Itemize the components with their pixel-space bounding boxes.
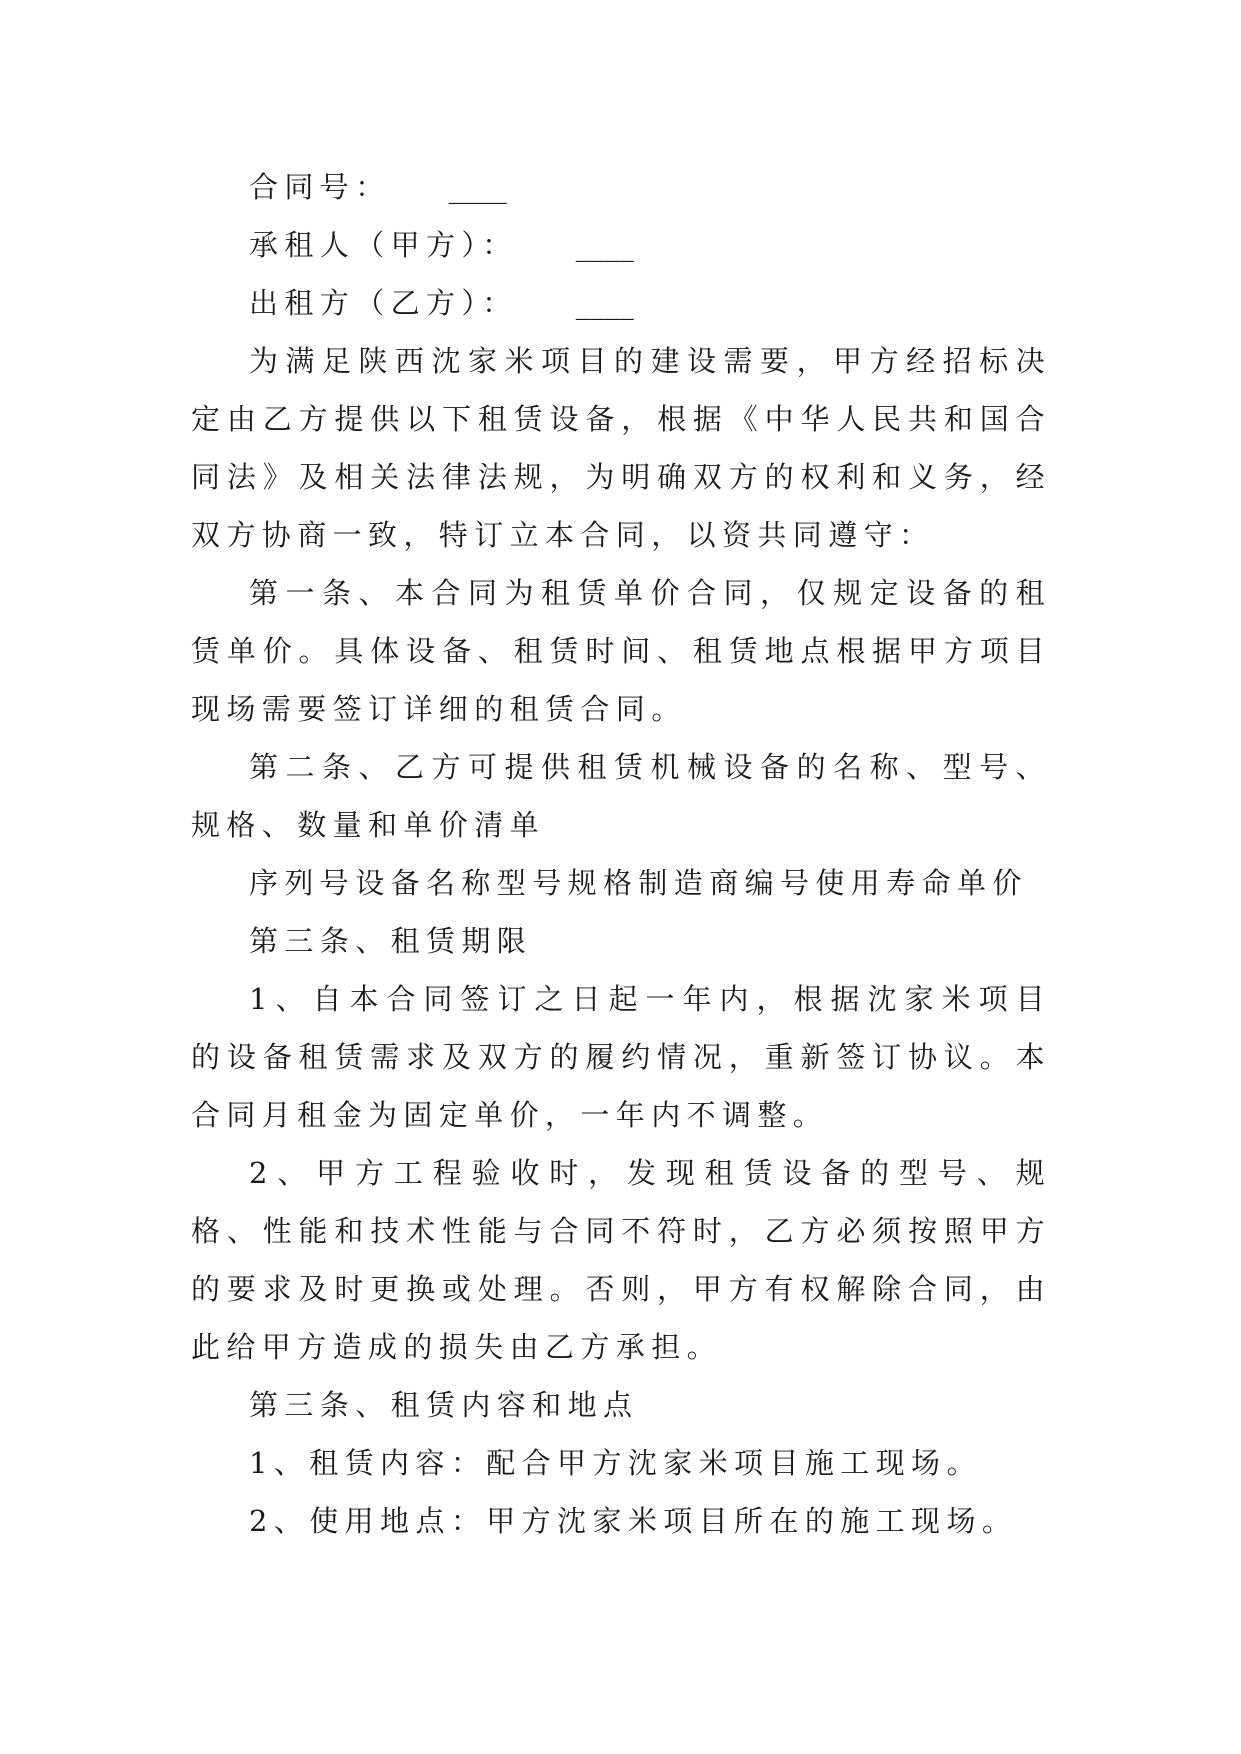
contract-number-field (191, 158, 1051, 216)
lessee-field (191, 216, 1051, 274)
field-label: 承租人（甲方）： (249, 228, 518, 262)
field-blank: ____ (575, 228, 634, 262)
lease-term-item-2: 2、甲方工程验收时，发现租赁设备的型号、规格、性能和技术性能与合同不符时，乙方必须按照甲方的要求及时更换或处理。否则，甲方有权解除合同，由此给甲方造成的损失由乙方承担。 (191, 1156, 1051, 1364)
lease-term-item-1: 1、自本合同签订之日起一年内，根据沈家米项目的设备租赁需求及双方的履约情况，重新签订协议。本合同月租金为固定单价，一年内不调整。 (191, 982, 1051, 1132)
usage-location-item: 2、使用地点：甲方沈家米项目所在的施工现场。 (249, 1504, 1018, 1538)
article-3-heading: 第三条、租赁期限 (249, 924, 533, 958)
field-blank: ____ (448, 170, 507, 204)
contract-body (191, 158, 1051, 1550)
lessor-field (191, 274, 1051, 332)
preamble-paragraph: 为满足陕西沈家米项目的建设需要，甲方经招标决定由乙方提供以下租赁设备，根据《中华人民共和国合同法》及相关法律法规，为明确双方的权利和义务，经双方协商一致，特订立本合同，以资共同遵守： (191, 344, 1051, 552)
field-blank: ____ (575, 286, 634, 320)
field-label: 合同号： (249, 170, 391, 204)
lease-content-item: 1、租赁内容：配合甲方沈家米项目施工现场。 (249, 1446, 982, 1480)
article-3-content-heading: 第三条、租赁内容和地点 (249, 1388, 639, 1422)
article-1-paragraph: 第一条、本合同为租赁单价合同，仅规定设备的租赁单价。具体设备、租赁时间、租赁地点根据甲方项目现场需要签订详细的租赁合同。 (191, 576, 1051, 726)
field-label: 出租方（乙方）： (249, 286, 518, 320)
article-2-paragraph: 第二条、乙方可提供租赁机械设备的名称、型号、规格、数量和单价清单 (191, 750, 1051, 842)
equipment-list-header: 序列号设备名称型号规格制造商编号使用寿命单价 (249, 866, 1028, 900)
